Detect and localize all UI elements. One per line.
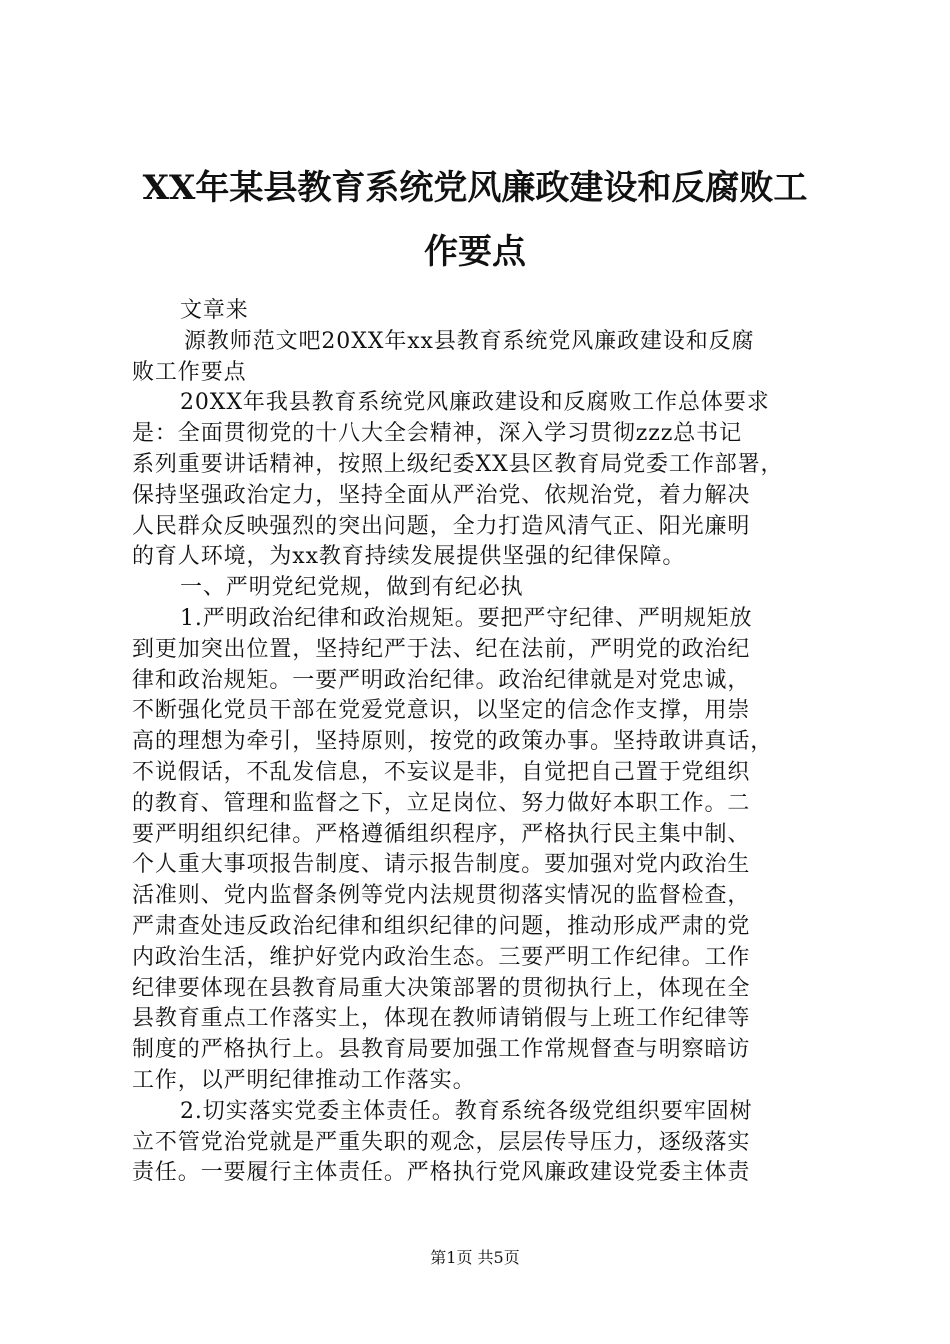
body-line: 工作，以严明纪律推动工作落实。 [132,1067,476,1093]
body-line: 20XX年我县教育系统党风廉政建设和反腐败工作总体要求 [180,390,770,416]
document-title-line-1: XX年某县教育系统党风廉政建设和反腐败工 [142,168,808,208]
body-line: 严肃查处违反政治纪律和组织纪律的问题，推动形成严肃的党 [132,913,751,939]
body-line: 高的理想为牵引，坚持原则，按党的政策办事。坚持敢讲真话， [132,729,774,755]
page-footer: 第1页 共5页 [430,1248,520,1267]
body-line: 县教育重点工作落实上，体现在教师请销假与上班工作纪律等 [132,1006,751,1032]
body-line: 律和政治规矩。一要严明政治纪律。政治纪律就是对党忠诚， [132,667,751,693]
body-line: 败工作要点 [132,359,247,385]
body-line: 源教师范文吧20XX年xx县教育系统党风廉政建设和反腐 [184,328,755,354]
body-line: 文章来 [180,298,249,323]
section-heading: 一、严明党纪党规，做到有纪必执 [180,575,524,601]
body-line: 人民群众反映强烈的突出问题，全力打造风清气正、阳光廉明 [132,513,751,539]
body-line: 的教育、管理和监督之下，立足岗位、努力做好本职工作。二 [132,790,751,816]
body-line: 制度的严格执行上。县教育局要加强工作常规督查与明察暗访 [132,1037,751,1063]
body-line: 要严明组织纪律。严格遵循组织程序，严格执行民主集中制、 [132,821,751,847]
body-line: 责任。一要履行主体责任。严格执行党风廉政建设党委主体责 [132,1160,751,1186]
document-title-line-2: 作要点 [424,232,526,272]
body-line: 系列重要讲话精神，按照上级纪委XX县区教育局党委工作部署， [132,451,784,477]
body-line: 内政治生活，维护好党内政治生态。三要严明工作纪律。工作 [132,944,751,970]
body-line: 立不管党治党就是严重失职的观念，层层传导压力，逐级落实 [132,1129,751,1155]
body-line: 活准则、党内监督条例等党内法规贯彻落实情况的监督检查， [132,883,751,909]
body-line: 1.严明政治纪律和政治规矩。要把严守纪律、严明规矩放 [180,605,753,631]
body-line: 保持坚强政治定力，坚持全面从严治党、依规治党，着力解决 [132,482,751,508]
body-line: 的育人环境，为xx教育持续发展提供坚强的纪律保障。 [132,544,686,570]
body-line: 到更加突出位置，坚持纪严于法、纪在法前，严明党的政治纪 [132,636,751,662]
document-body [132,296,822,1189]
body-line: 2.切实落实党委主体责任。教育系统各级党组织要牢固树 [180,1098,753,1124]
body-line: 不断强化党员干部在党爱党意识，以坚定的信念作支撑，用崇 [132,698,751,724]
body-line: 是：全面贯彻党的十八大全会精神，深入学习贯彻zzz总书记 [132,421,742,447]
body-line: 纪律要体现在县教育局重大决策部署的贯彻执行上，体现在全 [132,975,751,1001]
body-line: 个人重大事项报告制度、请示报告制度。要加强对党内政治生 [132,852,751,878]
body-line: 不说假话，不乱发信息，不妄议是非，自觉把自己置于党组织 [132,759,751,785]
